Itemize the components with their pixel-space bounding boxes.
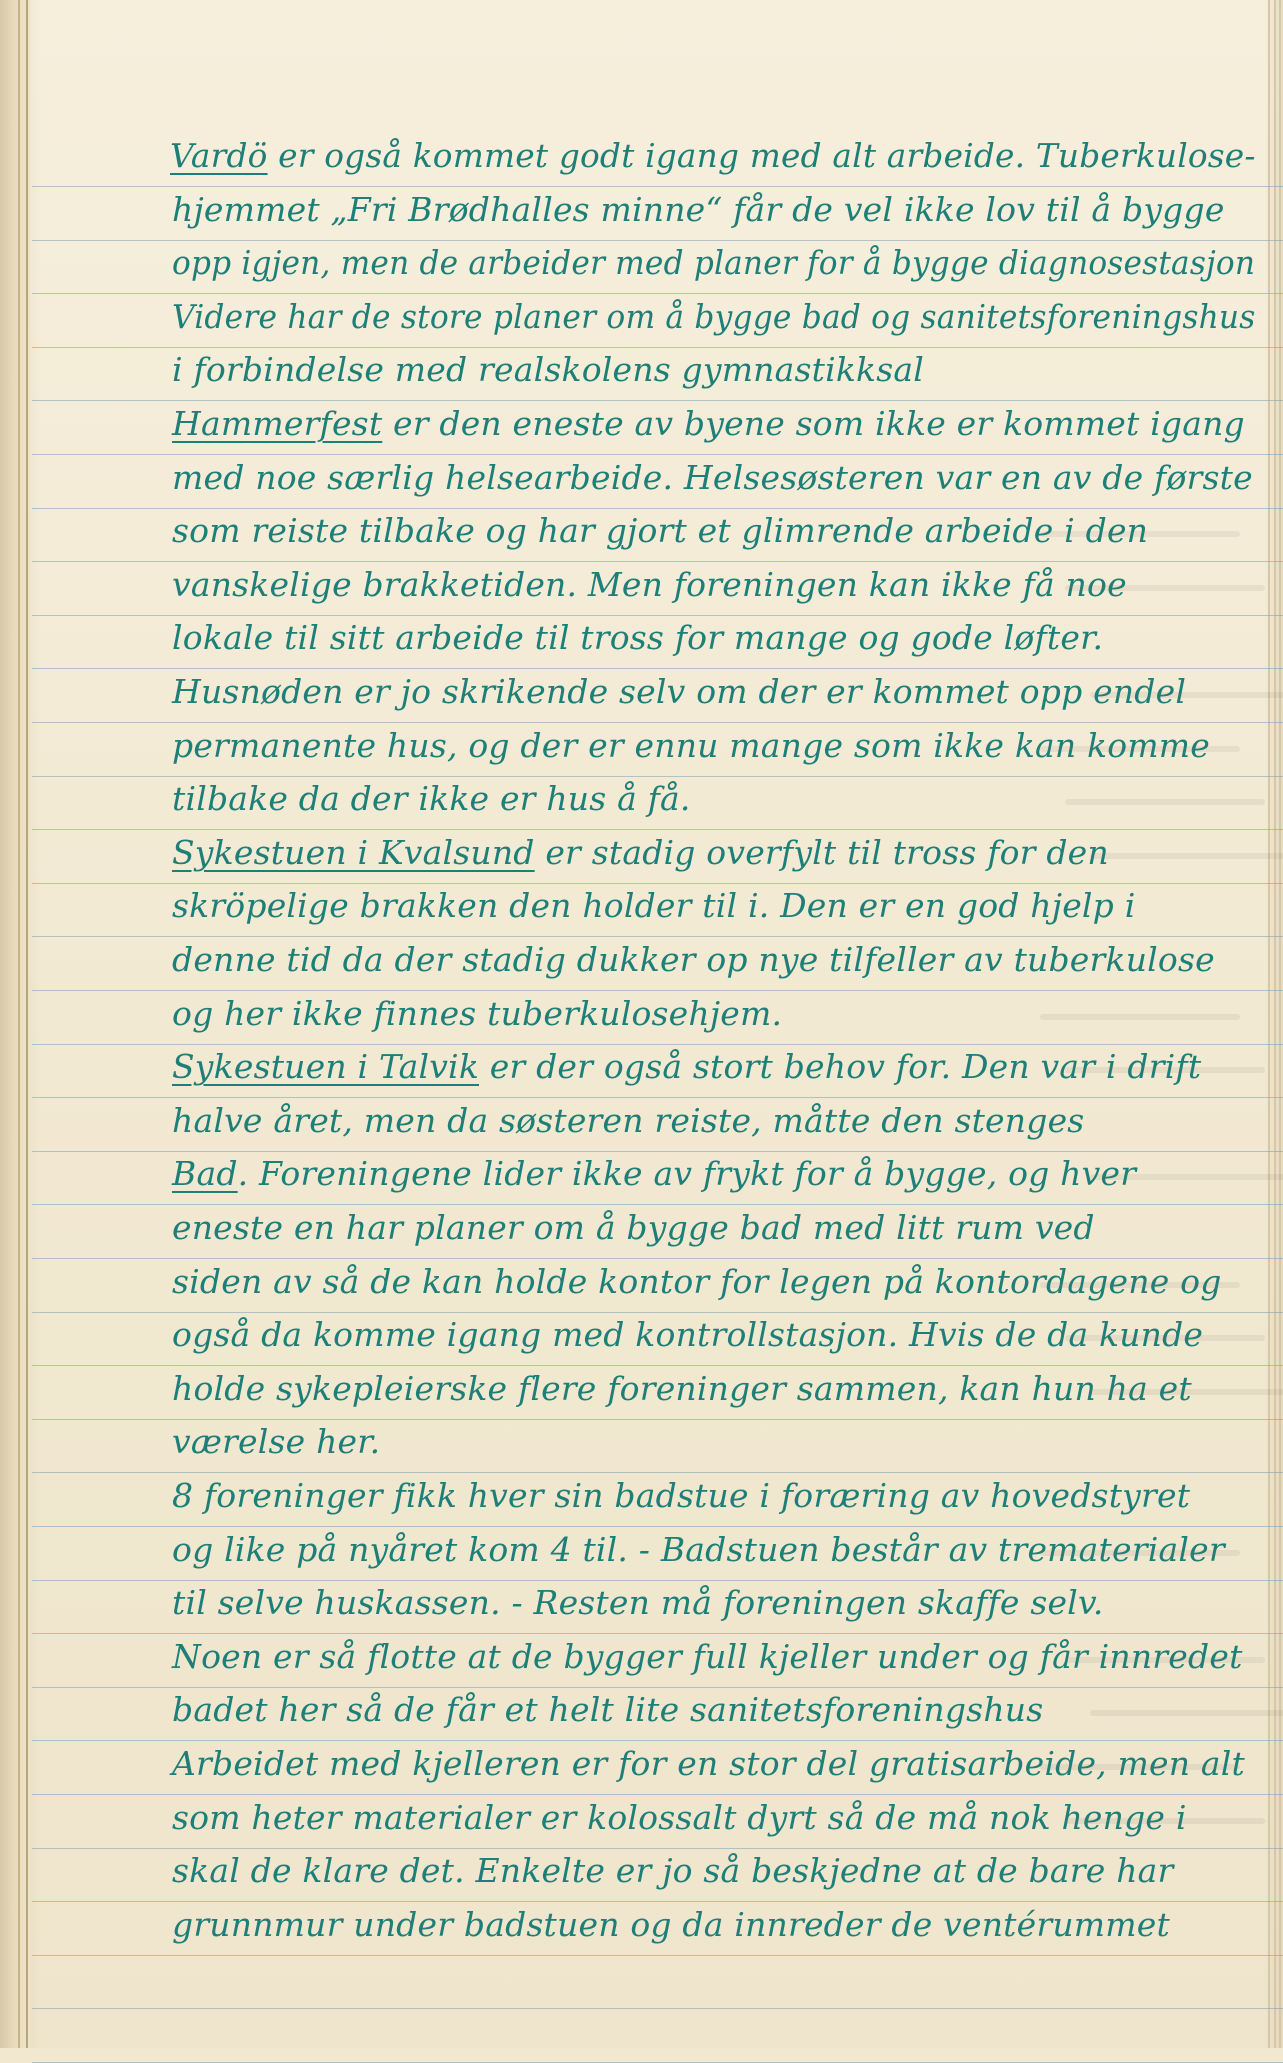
line-text: grunnmur under badstuen og da innreder de ventérummet bbox=[172, 1904, 1170, 1944]
ruled-line bbox=[32, 1044, 1283, 1045]
line-text: og like på nyåret kom 4 til. - Badstuen består av trematerialer bbox=[172, 1529, 1225, 1569]
bleed-through-mark bbox=[1065, 1657, 1265, 1663]
line-text: Noen er så flotte at de bygger full kjeller under og får innredet bbox=[172, 1636, 1243, 1676]
ruled-line bbox=[32, 615, 1283, 616]
bleed-through-mark bbox=[1090, 692, 1283, 698]
line-text: lokale til sitt arbeide til tross for mange og gode løfter. bbox=[172, 618, 1104, 658]
bleed-through-mark bbox=[1065, 1818, 1265, 1824]
handwritten-line bbox=[172, 618, 1103, 658]
handwritten-line bbox=[172, 243, 1255, 283]
handwritten-line bbox=[172, 297, 1256, 337]
line-text: 8 foreninger fikk hver sin badstue i foræring av hovedstyret bbox=[172, 1476, 1191, 1515]
ruled-line bbox=[32, 1794, 1283, 1795]
bleed-through-mark bbox=[1040, 1014, 1240, 1020]
ruled-line bbox=[32, 1526, 1283, 1527]
handwritten-line bbox=[172, 994, 782, 1034]
handwritten-line bbox=[170, 136, 1256, 176]
ruled-line bbox=[32, 1740, 1283, 1741]
handwritten-line bbox=[172, 1154, 1136, 1194]
ruled-line bbox=[32, 1365, 1283, 1366]
line-text: også da komme igang med kontrollstasjon. Hvis de da kunde bbox=[172, 1315, 1204, 1355]
handwritten-line bbox=[172, 1476, 1190, 1516]
handwritten-line bbox=[172, 886, 1135, 926]
binding-line bbox=[26, 0, 28, 2048]
line-text: hjemmet „Fri Brødhalles minne“ får de vel ikke lov til å bygge bbox=[172, 189, 1225, 229]
line-text: skröpelige brakken den holder til i. Den er en god hjelp i bbox=[172, 886, 1136, 926]
handwritten-line bbox=[172, 1690, 1043, 1730]
bleed-through-mark bbox=[1065, 1335, 1265, 1341]
line-text: skal de klare det. Enkelte er jo så beskjedne at de bare har bbox=[172, 1851, 1174, 1891]
bleed-through-mark bbox=[1040, 746, 1240, 752]
ruled-line bbox=[32, 1580, 1283, 1581]
line-text: Husnøden er jo skrikende selv om der er kommet opp endel bbox=[172, 672, 1187, 711]
ruled-line bbox=[32, 883, 1283, 884]
line-text: siden av så de kan holde kontor for legen på kontordagene og bbox=[172, 1261, 1222, 1301]
handwritten-line bbox=[172, 1905, 1170, 1945]
ruled-line bbox=[32, 1901, 1283, 1902]
line-text: i forbindelse med realskolens gymnastikksal bbox=[172, 350, 925, 390]
handwritten-line bbox=[172, 940, 1215, 980]
handwritten-line bbox=[172, 1851, 1174, 1891]
handwritten-line bbox=[172, 833, 1109, 873]
line-text: Videre har de store planer om å bygge bad og sanitetsforeningshus bbox=[172, 296, 1256, 336]
line-text: er stadig overfylt til tross for den bbox=[534, 832, 1109, 872]
section-heading: Sykestuen i Kvalsund bbox=[172, 832, 535, 872]
ruled-line bbox=[32, 722, 1283, 723]
line-text: som reiste tilbake og har gjort et glimrende arbeide i den bbox=[172, 511, 1149, 551]
bleed-through-mark bbox=[1090, 1174, 1283, 1180]
ruled-line bbox=[32, 347, 1283, 348]
line-text: vanskelige brakketiden. Men foreningen kan ikke få noe bbox=[172, 564, 1127, 604]
handwritten-line bbox=[172, 190, 1225, 230]
ruled-line bbox=[32, 936, 1283, 937]
handwritten-line bbox=[172, 565, 1127, 605]
line-text: badet her så de får et helt lite sanitetsforeningshus bbox=[172, 1690, 1044, 1730]
line-text: tilbake da der ikke er hus å få. bbox=[172, 779, 691, 819]
handwritten-line bbox=[172, 672, 1186, 712]
handwritten-line bbox=[172, 1369, 1192, 1409]
line-text: eneste en har planer om å bygge bad med litt rum ved bbox=[172, 1208, 1095, 1247]
line-text: Arbeidet med kjelleren er for en stor del gratisarbeide, men alt bbox=[172, 1744, 1246, 1783]
binding-line bbox=[18, 0, 20, 2048]
ruled-line bbox=[32, 829, 1283, 830]
line-text: permanente hus, og der er ennu mange som ikke kan komme bbox=[172, 725, 1211, 765]
bleed-through-mark bbox=[1065, 799, 1265, 805]
ruled-line bbox=[32, 668, 1283, 669]
ruled-line bbox=[32, 561, 1283, 562]
line-text: værelse her. bbox=[172, 1422, 381, 1462]
section-heading: Hammerfest bbox=[172, 404, 383, 443]
section-heading: Vardö bbox=[170, 136, 268, 175]
handwritten-line bbox=[172, 1315, 1203, 1355]
bleed-through-mark bbox=[1040, 1764, 1240, 1770]
handwritten-line bbox=[172, 1583, 1104, 1623]
line-text: til selve huskassen. - Resten må foreningen skaffe selv. bbox=[172, 1583, 1104, 1623]
bleed-through-mark bbox=[1040, 1550, 1240, 1556]
ruled-line bbox=[32, 1848, 1283, 1849]
ruled-line bbox=[32, 1687, 1283, 1688]
handwritten-line bbox=[172, 1798, 1187, 1838]
bleed-through-mark bbox=[1065, 1067, 1265, 1073]
bleed-through-mark bbox=[1065, 585, 1265, 591]
ruled-line bbox=[32, 186, 1283, 187]
ruled-line bbox=[32, 2008, 1283, 2009]
ruled-line bbox=[32, 990, 1283, 991]
line-text: med noe særlig helsearbeide. Helsesøsteren var en av de første bbox=[172, 457, 1253, 497]
section-heading: Bad bbox=[172, 1154, 238, 1194]
handwritten-line bbox=[172, 1208, 1095, 1248]
ruled-line bbox=[32, 1151, 1283, 1152]
handwritten-line bbox=[172, 1101, 1084, 1141]
ruled-line bbox=[32, 1204, 1283, 1205]
ruled-line bbox=[32, 1258, 1283, 1259]
ruled-line bbox=[32, 293, 1283, 294]
line-text: holde sykepleierske flere foreninger sammen, kan hun ha et bbox=[172, 1368, 1192, 1408]
line-text: . Foreningene lider ikke av frykt for å bygge, og hver bbox=[237, 1154, 1137, 1194]
ruled-line bbox=[32, 454, 1283, 455]
bleed-through-mark bbox=[1040, 531, 1240, 537]
handwritten-line bbox=[172, 350, 924, 390]
ruled-line bbox=[32, 240, 1283, 241]
handwritten-line bbox=[172, 779, 691, 819]
handwritten-line bbox=[172, 1422, 380, 1462]
section-heading: Sykestuen i Talvik bbox=[172, 1047, 480, 1087]
ruled-line bbox=[32, 400, 1283, 401]
ruled-line bbox=[32, 1097, 1283, 1098]
line-text: og her ikke finnes tuberkulosehjem. bbox=[172, 993, 783, 1033]
bleed-through-mark bbox=[1040, 1282, 1240, 1288]
ruled-line bbox=[32, 776, 1283, 777]
line-text: er også kommet godt igang med alt arbeide. Tuberkulose- bbox=[267, 136, 1256, 175]
ruled-line bbox=[32, 1312, 1283, 1313]
handwritten-line bbox=[172, 1047, 1201, 1087]
line-text: er den eneste av byene som ikke er kommet igang bbox=[382, 404, 1245, 443]
bleed-through-mark bbox=[1090, 1710, 1283, 1716]
bleed-through-mark bbox=[1090, 1389, 1283, 1395]
handwritten-line bbox=[172, 511, 1148, 551]
handwritten-line bbox=[172, 404, 1245, 444]
ruled-line bbox=[32, 1419, 1283, 1420]
ruled-line bbox=[32, 1472, 1283, 1473]
handwritten-line bbox=[172, 458, 1253, 498]
line-text: som heter materialer er kolossalt dyrt så de må nok henge i bbox=[172, 1797, 1187, 1837]
line-text: opp igjen, men de arbeider med planer for å bygge diagnosestasjon bbox=[172, 243, 1256, 283]
line-text: denne tid da der stadig dukker op nye tilfeller av tuberkulose bbox=[172, 940, 1215, 979]
ruled-line bbox=[32, 1955, 1283, 1956]
bleed-through-mark bbox=[1090, 853, 1283, 859]
line-text: er der også stort behov for. Den var i drift bbox=[479, 1047, 1202, 1087]
line-text: halve året, men da søsteren reiste, måtte den stenges bbox=[172, 1100, 1085, 1140]
ruled-line bbox=[32, 508, 1283, 509]
ruled-line bbox=[32, 1633, 1283, 1634]
